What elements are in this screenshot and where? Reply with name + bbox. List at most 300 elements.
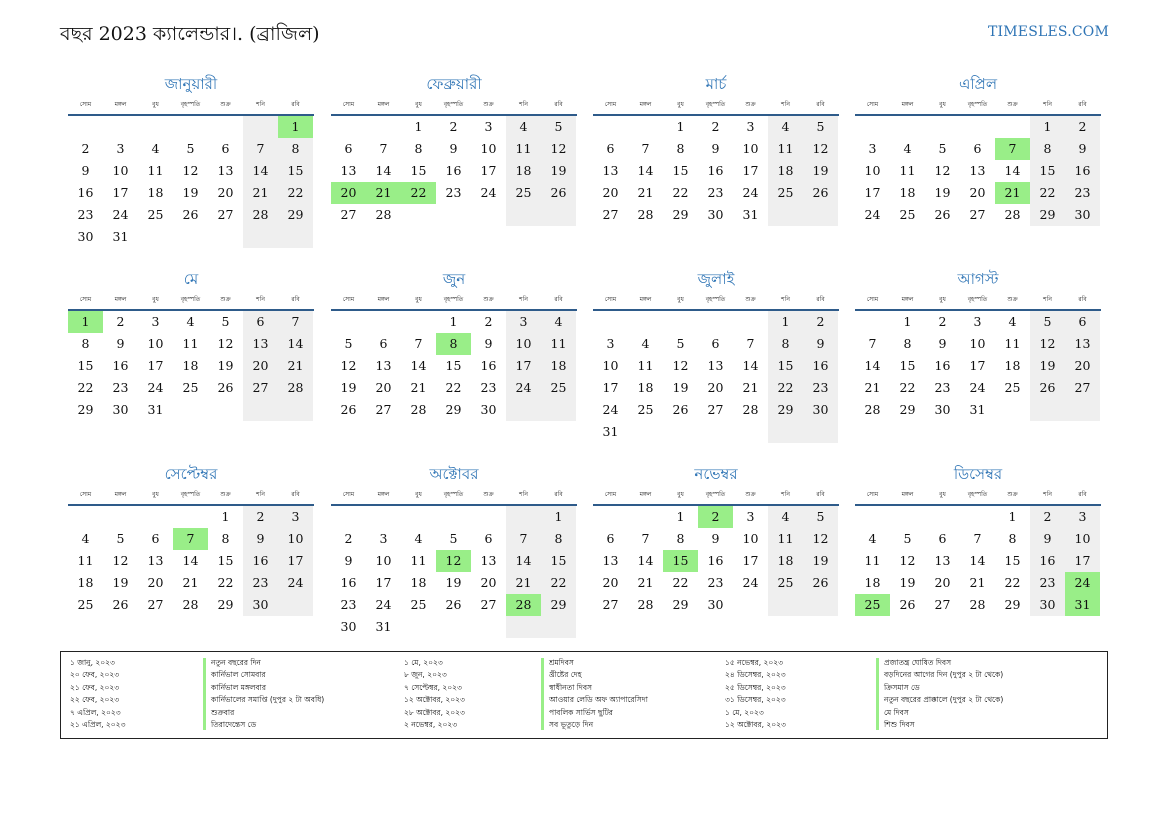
legend-date: ২৫ ডিসেম্বর, ২০২৩	[725, 682, 786, 692]
day-cell: 5	[116, 531, 125, 546]
day-cell: 20	[969, 185, 986, 200]
day-cell: 22	[541, 572, 576, 594]
empty-cell	[593, 116, 628, 138]
month-name: এপ্রিল	[958, 75, 998, 93]
empty-cell	[1065, 399, 1100, 421]
legend-names-col-1	[211, 657, 324, 731]
weekday-label: বুধ	[677, 101, 684, 108]
holiday-day-cell: 28	[506, 594, 541, 616]
legend-date: ২০ ফেব, ২০২৩	[70, 670, 120, 680]
day-cell: 30	[1065, 204, 1100, 226]
day-cell: 29	[672, 207, 689, 222]
empty-cell	[401, 616, 436, 638]
weekday-label: মঙ্গল	[377, 491, 390, 498]
legend-names-col-2	[549, 657, 648, 731]
day-cell: 29	[672, 597, 689, 612]
day-cell: 4	[641, 336, 650, 351]
weekday-label: শুক্র	[745, 101, 756, 108]
day-cell: 23	[112, 380, 129, 395]
empty-cell	[243, 226, 278, 248]
day-cell: 12	[541, 138, 576, 160]
day-cell: 10	[1065, 528, 1100, 550]
site-link[interactable]: TIMESLES.COM	[988, 24, 1109, 40]
day-cell: 24	[147, 380, 164, 395]
day-cell: 11	[410, 553, 427, 568]
weekday-label: রবি	[816, 296, 825, 303]
weekday-label: বুধ	[152, 296, 159, 303]
weekday-label: সোম	[866, 296, 879, 303]
day-cell: 16	[77, 185, 94, 200]
weekday-header	[68, 98, 314, 118]
day-cell: 14	[637, 163, 654, 178]
day-cell: 13	[969, 163, 986, 178]
weekday-label: বুধ	[939, 491, 946, 498]
day-cell: 5	[344, 336, 353, 351]
weekday-label: শনি	[781, 491, 790, 498]
day-cell: 13	[1065, 333, 1100, 355]
weekday-label: সোম	[342, 296, 355, 303]
empty-cell	[278, 399, 313, 421]
weekday-label: রবি	[816, 101, 825, 108]
weekday-label: শনি	[256, 491, 265, 498]
day-cell: 15	[217, 553, 234, 568]
day-cell: 5	[186, 141, 195, 156]
day-cell: 27	[1065, 377, 1100, 399]
empty-cell	[995, 399, 1030, 421]
day-cell: 30	[707, 597, 724, 612]
day-cell: 17	[480, 163, 497, 178]
weekday-label: শুক্র	[483, 296, 494, 303]
day-cell: 11	[768, 138, 803, 160]
day-cell: 12	[803, 138, 838, 160]
empty-cell	[768, 594, 803, 616]
day-cell: 28	[742, 402, 759, 417]
weekday-header	[855, 293, 1101, 313]
day-cell: 2	[449, 119, 458, 134]
weekday-label: মঙ্গল	[901, 101, 914, 108]
day-cell: 26	[340, 402, 357, 417]
day-cell: 18	[506, 160, 541, 182]
weekday-label: শুক্র	[1007, 296, 1018, 303]
holiday-day-cell: 7	[173, 528, 208, 550]
day-cell: 28	[969, 597, 986, 612]
day-cell: 25	[410, 597, 427, 612]
day-cell: 26	[541, 182, 576, 204]
weekday-header	[593, 488, 839, 508]
day-cell: 14	[243, 160, 278, 182]
holiday-day-cell: 2	[698, 506, 733, 528]
day-cell: 11	[182, 336, 199, 351]
day-cell: 26	[112, 597, 129, 612]
day-cell: 3	[606, 336, 615, 351]
day-cell: 30	[112, 402, 129, 417]
empty-cell	[803, 594, 838, 616]
day-cell: 24	[602, 402, 619, 417]
weekday-label: মঙ্গল	[901, 491, 914, 498]
empty-cell	[628, 421, 663, 443]
weekday-label: শুক্র	[220, 491, 231, 498]
month-name: অক্টোবর	[429, 465, 479, 483]
day-cell: 20	[147, 575, 164, 590]
weekday-label: শুক্র	[745, 296, 756, 303]
day-cell: 13	[707, 358, 724, 373]
day-cell: 28	[375, 207, 392, 222]
weekday-label: বুধ	[677, 491, 684, 498]
day-cell: 11	[147, 163, 164, 178]
day-cell: 18	[768, 160, 803, 182]
day-cell: 6	[221, 141, 230, 156]
day-cell: 14	[969, 553, 986, 568]
empty-cell	[366, 116, 401, 138]
day-cell: 20	[1065, 355, 1100, 377]
day-cell: 4	[903, 141, 912, 156]
day-cell: 6	[344, 141, 353, 156]
weekday-label: সোম	[79, 101, 92, 108]
weekday-label: শুক্র	[220, 296, 231, 303]
day-cell: 16	[934, 358, 951, 373]
legend-holiday: স্বাধীনতা দিবস	[549, 682, 592, 692]
legend-color-bar	[541, 658, 544, 730]
day-cell: 27	[480, 597, 497, 612]
empty-cell	[768, 204, 803, 226]
day-cell: 18	[637, 380, 654, 395]
month-block	[68, 464, 314, 616]
weekday-label: বৃহস্পতি	[967, 101, 988, 108]
legend-color-bar	[203, 658, 206, 730]
day-cell: 3	[973, 314, 982, 329]
day-cell: 14	[637, 553, 654, 568]
weekday-label: বৃহস্পতি	[705, 296, 726, 303]
empty-cell	[173, 399, 208, 421]
day-cell: 26	[1030, 377, 1065, 399]
day-cell: 13	[934, 553, 951, 568]
day-cell: 7	[868, 336, 877, 351]
day-cell: 16	[707, 163, 724, 178]
day-cell: 18	[541, 355, 576, 377]
day-cell: 2	[81, 141, 90, 156]
day-cell: 17	[375, 575, 392, 590]
day-cell: 25	[637, 402, 654, 417]
day-cell: 24	[742, 185, 759, 200]
month-block	[593, 269, 839, 443]
day-cell: 31	[969, 402, 986, 417]
day-cell: 17	[1065, 550, 1100, 572]
day-cell: 4	[768, 116, 803, 138]
day-cell: 23	[445, 185, 462, 200]
day-cell: 21	[864, 380, 881, 395]
day-cell: 27	[340, 207, 357, 222]
day-cell: 10	[278, 528, 313, 550]
day-cell: 30	[243, 594, 278, 616]
day-cell: 4	[541, 311, 576, 333]
empty-cell	[960, 506, 995, 528]
empty-cell	[471, 616, 506, 638]
day-cell: 11	[637, 358, 654, 373]
legend-holiday: কার্নিভাল মঙ্গলবার	[211, 682, 266, 692]
day-cell: 13	[217, 163, 234, 178]
day-cell: 27	[969, 207, 986, 222]
empty-cell	[663, 311, 698, 333]
empty-cell	[208, 116, 243, 138]
day-cell: 26	[803, 182, 838, 204]
empty-cell	[733, 594, 768, 616]
day-cell: 1	[541, 506, 576, 528]
day-cell: 20	[707, 380, 724, 395]
day-cell: 30	[340, 619, 357, 634]
day-cell: 27	[147, 597, 164, 612]
day-cell: 9	[938, 336, 947, 351]
day-cell: 24	[864, 207, 881, 222]
weekday-label: বৃহস্পতি	[443, 491, 464, 498]
day-cell: 22	[445, 380, 462, 395]
empty-cell	[401, 204, 436, 226]
day-cell: 7	[973, 531, 982, 546]
day-cell: 4	[1008, 314, 1017, 329]
weekday-label: সোম	[604, 296, 617, 303]
day-cell: 1	[676, 509, 685, 524]
empty-cell	[541, 616, 576, 638]
day-cell: 6	[938, 531, 947, 546]
month-name: ফেব্রুয়ারী	[426, 75, 482, 93]
day-cell: 17	[506, 355, 541, 377]
day-cell: 5	[1030, 311, 1065, 333]
day-cell: 1	[903, 314, 912, 329]
legend-date: ৩১ ডিসেম্বর, ২০২৩	[725, 695, 786, 705]
day-cell: 28	[637, 207, 654, 222]
day-cell: 9	[1065, 138, 1100, 160]
legend-date: ২২ ফেব, ২০২৩	[70, 695, 120, 705]
day-cell: 21	[637, 575, 654, 590]
day-cell: 16	[1065, 160, 1100, 182]
day-grid	[331, 311, 577, 421]
day-cell: 29	[899, 402, 916, 417]
day-cell: 28	[1004, 207, 1021, 222]
month-name: সেপ্টেম্বর	[164, 465, 218, 483]
day-cell: 6	[606, 141, 615, 156]
weekday-label: রবি	[554, 296, 563, 303]
day-cell: 12	[803, 528, 838, 550]
day-cell: 20	[217, 185, 234, 200]
day-cell: 13	[602, 553, 619, 568]
day-cell: 15	[1030, 160, 1065, 182]
day-cell: 25	[77, 597, 94, 612]
day-cell: 22	[278, 182, 313, 204]
weekday-label: মঙ্গল	[114, 296, 127, 303]
legend-date: ২৪ ডিসেম্বর, ২০২৩	[725, 670, 786, 680]
day-cell: 5	[449, 531, 458, 546]
weekday-label: মঙ্গল	[639, 101, 652, 108]
day-cell: 21	[243, 182, 278, 204]
weekday-header	[68, 488, 314, 508]
day-cell: 2	[938, 314, 947, 329]
day-cell: 29	[1030, 204, 1065, 226]
day-cell: 29	[1004, 597, 1021, 612]
empty-cell	[663, 421, 698, 443]
day-cell: 24	[375, 597, 392, 612]
day-cell: 11	[506, 138, 541, 160]
day-cell: 14	[375, 163, 392, 178]
day-cell: 5	[541, 116, 576, 138]
day-cell: 24	[278, 572, 313, 594]
weekday-header	[68, 293, 314, 313]
month-block	[331, 464, 577, 638]
day-cell: 18	[864, 575, 881, 590]
day-cell: 11	[77, 553, 94, 568]
empty-cell	[733, 421, 768, 443]
day-cell: 22	[899, 380, 916, 395]
day-cell: 14	[742, 358, 759, 373]
empty-cell	[541, 399, 576, 421]
day-cell: 6	[1065, 311, 1100, 333]
legend-holiday: শ্রমদিবস	[549, 658, 574, 667]
day-cell: 8	[676, 531, 685, 546]
legend-date: ১৫ নভেম্বর, ২০২৩	[725, 658, 784, 667]
day-cell: 20	[480, 575, 497, 590]
empty-cell	[436, 204, 471, 226]
empty-cell	[768, 421, 803, 443]
legend-holiday: তিরাদেন্তেস ডে	[211, 720, 257, 730]
day-cell: 25	[182, 380, 199, 395]
day-cell: 29	[768, 399, 803, 421]
weekday-label: সোম	[342, 101, 355, 108]
day-cell: 16	[112, 358, 129, 373]
day-cell: 12	[899, 553, 916, 568]
day-cell: 11	[899, 163, 916, 178]
day-cell: 4	[414, 531, 423, 546]
day-cell: 28	[864, 402, 881, 417]
day-cell: 10	[375, 553, 392, 568]
day-cell: 7	[278, 311, 313, 333]
day-cell: 14	[1004, 163, 1021, 178]
day-cell: 17	[112, 185, 129, 200]
weekday-label: রবি	[816, 491, 825, 498]
day-cell: 3	[151, 314, 160, 329]
month-name: ডিসেম্বর	[953, 465, 1003, 483]
day-cell: 10	[864, 163, 881, 178]
day-cell: 26	[899, 597, 916, 612]
day-cell: 19	[112, 575, 129, 590]
day-cell: 8	[414, 141, 423, 156]
day-cell: 23	[77, 207, 94, 222]
day-cell: 27	[707, 402, 724, 417]
weekday-header	[855, 98, 1101, 118]
day-cell: 14	[278, 333, 313, 355]
day-cell: 24	[112, 207, 129, 222]
day-cell: 15	[77, 358, 94, 373]
day-cell: 18	[1004, 358, 1021, 373]
day-cell: 15	[541, 550, 576, 572]
holiday-day-cell: 31	[1065, 594, 1100, 616]
day-cell: 8	[676, 141, 685, 156]
legend-holiday: প্রজাতন্ত্র ঘোষিত দিবস	[884, 658, 952, 667]
day-cell: 28	[278, 377, 313, 399]
month-block	[593, 464, 839, 616]
day-cell: 26	[445, 597, 462, 612]
day-cell: 15	[410, 163, 427, 178]
legend-holiday: নতুন বছরের প্রাক্কালে (দুপুর ২ টা থেকে)	[884, 695, 1004, 705]
weekday-label: বৃহস্পতি	[705, 491, 726, 498]
day-cell: 6	[606, 531, 615, 546]
holiday-day-cell: 21	[366, 182, 401, 204]
month-name: নভেম্বর	[694, 465, 738, 483]
day-cell: 1	[221, 509, 230, 524]
day-cell: 29	[217, 597, 234, 612]
empty-cell	[278, 226, 313, 248]
day-cell: 5	[676, 336, 685, 351]
empty-cell	[278, 594, 313, 616]
empty-cell	[855, 506, 890, 528]
day-cell: 3	[746, 119, 755, 134]
day-cell: 31	[602, 424, 619, 439]
day-cell: 3	[1065, 506, 1100, 528]
weekday-header	[855, 488, 1101, 508]
day-cell: 14	[182, 553, 199, 568]
day-cell: 4	[506, 116, 541, 138]
empty-cell	[506, 399, 541, 421]
empty-cell	[506, 506, 541, 528]
day-cell: 23	[707, 185, 724, 200]
day-cell: 7	[641, 141, 650, 156]
weekday-label: শনি	[1043, 101, 1052, 108]
day-grid	[331, 506, 577, 638]
weekday-label: শনি	[781, 101, 790, 108]
day-cell: 30	[1030, 594, 1065, 616]
day-cell: 14	[410, 358, 427, 373]
day-cell: 26	[934, 207, 951, 222]
legend-dates-col-1	[70, 657, 125, 731]
empty-cell	[803, 421, 838, 443]
day-cell: 15	[1004, 553, 1021, 568]
day-cell: 18	[182, 358, 199, 373]
day-cell: 20	[602, 185, 619, 200]
day-cell: 19	[1030, 355, 1065, 377]
day-cell: 21	[410, 380, 427, 395]
day-cell: 23	[707, 575, 724, 590]
legend-date: ২ নভেম্বর, ২০২৩	[404, 720, 458, 730]
day-cell: 17	[742, 553, 759, 568]
empty-cell	[995, 116, 1030, 138]
day-cell: 28	[637, 597, 654, 612]
weekday-label: শুক্র	[1007, 101, 1018, 108]
day-cell: 8	[541, 528, 576, 550]
day-cell: 9	[449, 141, 458, 156]
empty-cell	[208, 399, 243, 421]
empty-cell	[436, 506, 471, 528]
day-cell: 5	[803, 506, 838, 528]
day-cell: 23	[480, 380, 497, 395]
empty-cell	[331, 116, 366, 138]
day-cell: 10	[112, 163, 129, 178]
day-cell: 24	[480, 185, 497, 200]
day-cell: 19	[340, 380, 357, 395]
day-cell: 26	[217, 380, 234, 395]
day-cell: 30	[480, 402, 497, 417]
empty-cell	[925, 506, 960, 528]
legend-date: ১ মে, ২০২৩	[404, 658, 443, 667]
legend-holiday: শুক্রবার	[211, 707, 235, 717]
holiday-day-cell: 12	[436, 550, 471, 572]
day-cell: 21	[637, 185, 654, 200]
weekday-label: সোম	[342, 491, 355, 498]
weekday-label: মঙ্গল	[639, 491, 652, 498]
month-block	[593, 74, 839, 226]
legend-holiday: কার্নিভালের সমাপ্তি (দুপুর ২ টা অবধি)	[211, 695, 325, 705]
day-cell: 25	[541, 377, 576, 399]
day-cell: 26	[803, 572, 838, 594]
day-cell: 27	[375, 402, 392, 417]
day-cell: 11	[541, 333, 576, 355]
holiday-day-cell: 15	[663, 550, 698, 572]
